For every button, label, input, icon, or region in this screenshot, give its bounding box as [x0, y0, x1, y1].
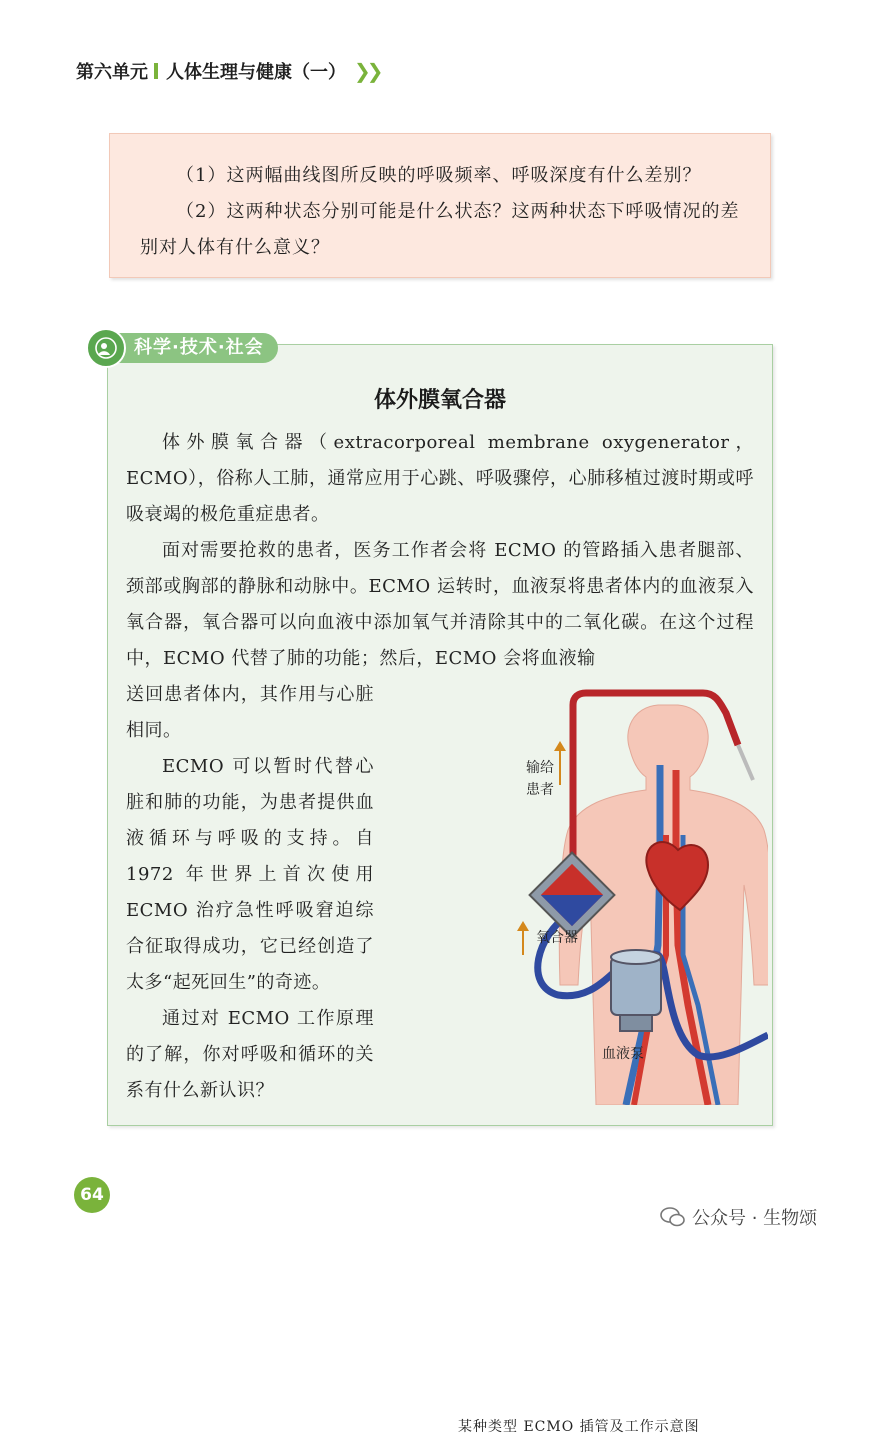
side-column — [126, 677, 374, 1109]
ecmo-illustration — [408, 685, 768, 1105]
paragraph-4: 通过对 ECMO 工作原理的了解，你对呼吸和循环的关系有什么新认识？ — [126, 1008, 374, 1101]
figure-caption: 某种类型 ECMO 插管及工作示意图 — [458, 1419, 700, 1435]
label-blood-pump: 血液泵 — [602, 1046, 644, 1062]
question-1: （1）这两幅曲线图所反映的呼吸频率、呼吸深度有什么差别？ — [176, 165, 702, 186]
watermark — [660, 1204, 817, 1230]
header-divider — [154, 63, 158, 79]
section-badge — [86, 328, 316, 368]
question-2-cont: 别对人体有什么意义？ — [140, 237, 330, 258]
section-title: 体外膜氧合器 — [373, 388, 506, 413]
paragraph-2: 面对需要抢救的患者，医务工作者会将 ECMO 的管路插入患者腿部、颈部或胸部的静脉和动脉中。ECMO 运转时，血液泵将患者体内的血液泵入氧合器，氧合器可以向血液中添加氧气并清除其中的二氧化碳。在这个过程中，ECMO 代替了肺的功能；然后，ECMO 会将血液输 — [126, 540, 754, 669]
label-to-patient: 输给患者 — [526, 760, 554, 798]
paragraph-3: ECMO 可以暂时代替心脏和肺的功能，为患者提供血液循环与呼吸的支持。自 1972 年世界上首次使用 ECMO 治疗急性呼吸窘迫综合征取得成功，它已经创造了太多“起死回生”的奇迹。 — [126, 756, 374, 993]
paragraph-1: 体外膜氧合器（extracorporeal membrane oxygenerator，ECMO），俗称人工肺，通常应用于心跳、呼吸骤停，心肺移植过渡时期或呼吸衰竭的极危重症患者。 — [126, 432, 754, 525]
unit-label: 第六单元 — [76, 62, 148, 83]
arrow-up-icon — [517, 921, 529, 955]
wechat-icon — [660, 1206, 686, 1228]
question-2: （2）这两种状态分别可能是什么状态？这两种状态下呼吸情况的差 — [176, 201, 740, 222]
watermark-text: 公众号 · 生物颂 — [692, 1208, 818, 1229]
label-oxygenator: 氧合器 — [536, 930, 578, 946]
unit-title: 人体生理与健康（一） — [166, 62, 346, 83]
section-body — [126, 425, 754, 677]
chevron-icon: ❯❯ — [354, 59, 380, 83]
paragraph-2-end: 送回患者体内，其作用与心脏相同。 — [126, 684, 374, 741]
globe-person-icon — [86, 328, 126, 368]
section-badge-label: 科学·技术·社会 — [112, 333, 278, 363]
question-box — [109, 133, 771, 278]
unit-header — [76, 58, 380, 84]
page-number: 64 — [74, 1177, 110, 1213]
ecmo-diagram — [408, 685, 768, 1105]
